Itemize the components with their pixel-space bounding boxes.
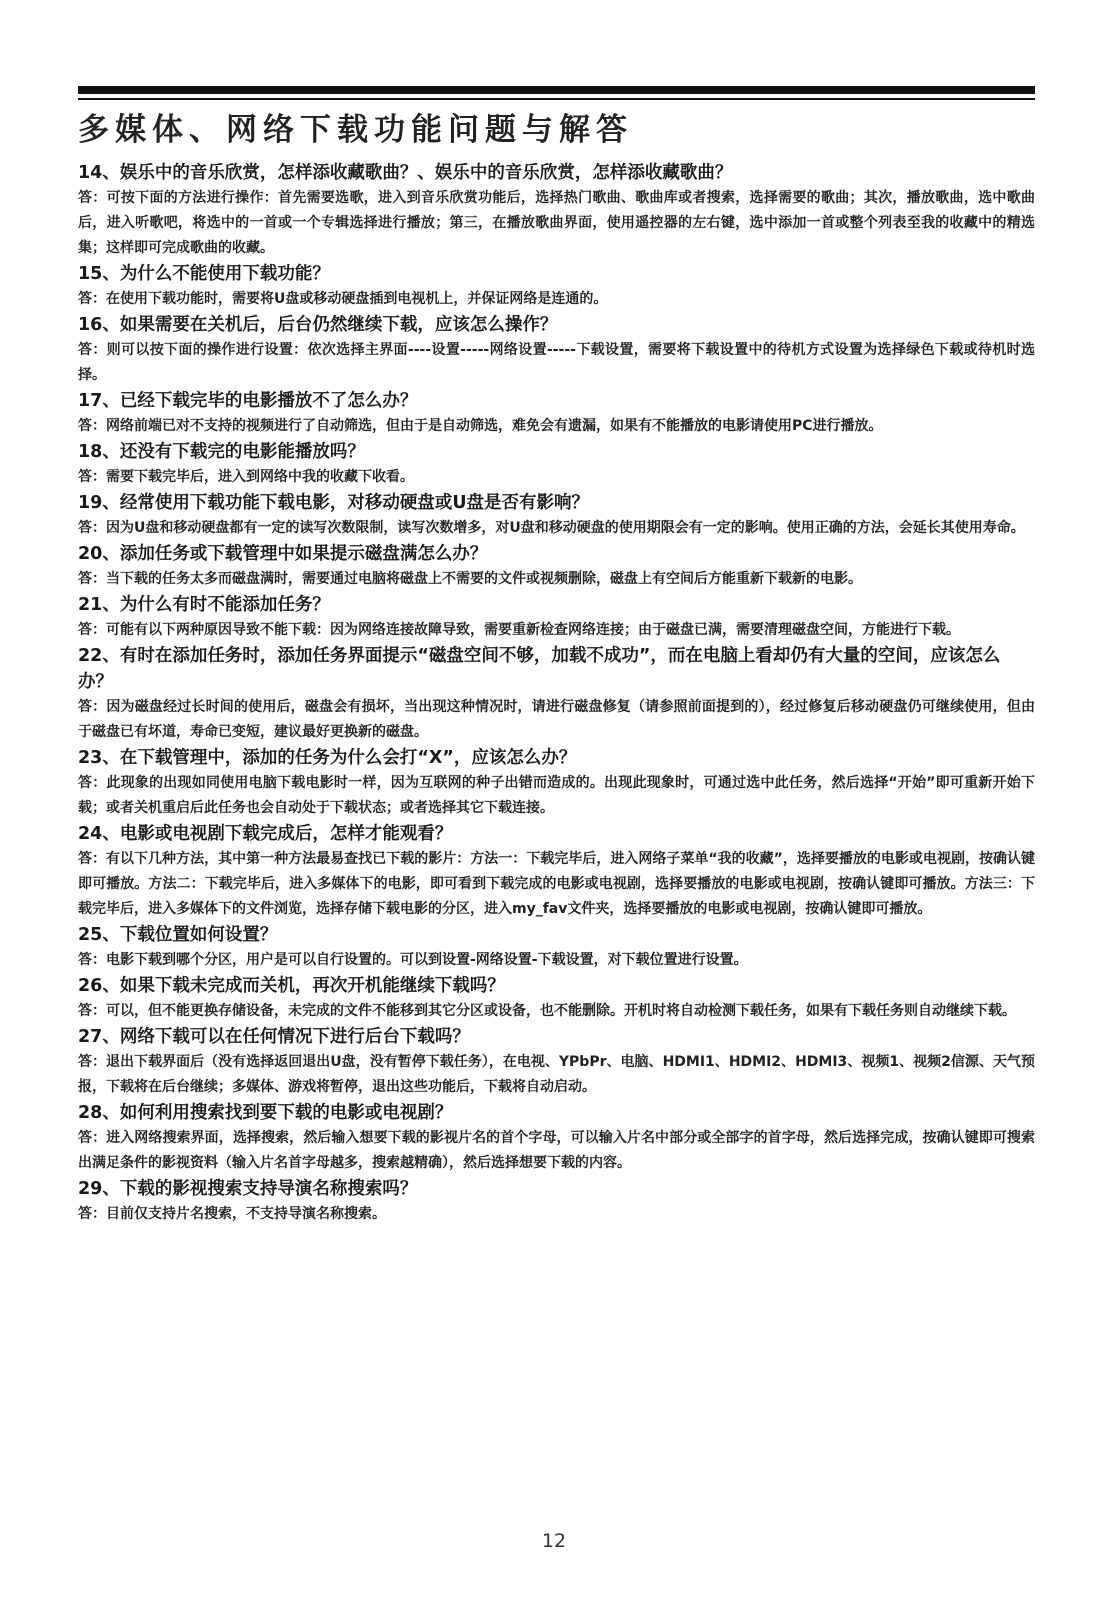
answer-28: 答：进入网络搜索界面，选择搜索，然后输入想要下载的影视片名的首个字母，可以输入片名中部分或全部字的首字母，然后选择完成，按确认键即可搜索出满足条件的影视资料（输入片名首字母越多，搜索越精确），然后选择想要下载的内容。 xyxy=(78,1130,1035,1171)
question-14: 14、娱乐中的音乐欣赏，怎样添收藏歌曲？、娱乐中的音乐欣赏，怎样添收藏歌曲？ xyxy=(78,163,733,183)
qa-item-22 xyxy=(78,643,1035,745)
answer-19: 答：因为U盘和移动硬盘都有一定的读写次数限制，读写次数增多，对U盘和移动硬盘的使用期限会有一定的影响。使用正确的方法，会延长其使用寿命。 xyxy=(78,520,1025,536)
answer-25: 答：电影下载到哪个分区，用户是可以自行设置的。可以到设置-网络设置-下载设置，对下载位置进行设置。 xyxy=(78,952,748,968)
question-27: 27、网络下载可以在任何情况下进行后台下载吗？ xyxy=(78,1027,470,1047)
qa-item-20 xyxy=(78,541,1035,592)
qa-item-25 xyxy=(78,922,1035,973)
answer-21: 答：可能有以下两种原因导致不能下载：因为网络连接故障导致，需要重新检查网络连接；由于磁盘已满，需要清理磁盘空间，方能进行下载。 xyxy=(78,622,960,638)
question-26: 26、如果下载未完成而关机，再次开机能继续下载吗？ xyxy=(78,976,505,996)
question-23: 23、在下载管理中，添加的任务为什么会打“X”，应该怎么办？ xyxy=(78,748,577,768)
qa-item-23 xyxy=(78,745,1035,821)
answer-18: 答：需要下载完毕后，进入到网络中我的收藏下收看。 xyxy=(78,469,414,485)
qa-item-16 xyxy=(78,312,1035,388)
page-number: 12 xyxy=(541,1530,567,1552)
qa-item-21 xyxy=(78,592,1035,643)
answer-20: 答：当下载的任务太多而磁盘满时，需要通过电脑将磁盘上不需要的文件或视频删除，磁盘上有空间后方能重新下载新的电影。 xyxy=(78,571,862,587)
question-28: 28、如何利用搜索找到要下载的电影或电视剧？ xyxy=(78,1103,453,1123)
qa-item-26 xyxy=(78,973,1035,1024)
answer-24: 答：有以下几种方法，其中第一种方法最易查找已下载的影片：方法一：下载完毕后，进入网络子菜单“我的收藏”，选择要播放的电影或电视剧，按确认键即可播放。方法二：下载完毕后，进入多媒体下的电影，即可看到下载完成的电影或电视剧，选择要播放的电影或电视剧，按确认键即可播放。方法三：下载完毕后，进入多媒体下的文件浏览，选择存储下载电影的分区，进入my_fav文件夹，选择要播放的电影或电视剧，按确认键即可播放。 xyxy=(78,851,1035,917)
answer-15: 答：在使用下载功能时，需要将U盘或移动硬盘插到电视机上，并保证网络是连通的。 xyxy=(78,291,608,307)
answer-17: 答：网络前端已对不支持的视频进行了自动筛选，但由于是自动筛选，难免会有遗漏，如果有不能播放的电影请使用PC进行播放。 xyxy=(78,418,883,434)
qa-item-19 xyxy=(78,490,1035,541)
question-15: 15、为什么不能使用下载功能？ xyxy=(78,264,330,284)
qa-item-24 xyxy=(78,821,1035,922)
qa-item-27 xyxy=(78,1024,1035,1100)
question-29: 29、下载的影视搜索支持导演名称搜索吗？ xyxy=(78,1179,418,1199)
answer-14: 答：可按下面的方法进行操作：首先需要选歌，进入到音乐欣赏功能后，选择热门歌曲、歌曲库或者搜索，选择需要的歌曲；其次，播放歌曲，选中歌曲后，进入听歌吧，将选中的一首或一个专辑选择进行播放；第三，在播放歌曲界面，使用遥控器的左右键，选中添加一首或整个列表至我的收藏中的精选集；这样即可完成歌曲的收藏。 xyxy=(78,190,1035,256)
qa-item-15 xyxy=(78,261,1035,312)
question-21: 21、为什么有时不能添加任务？ xyxy=(78,595,330,615)
qa-item-14 xyxy=(78,160,1035,261)
qa-item-18 xyxy=(78,439,1035,490)
header-rule-thin xyxy=(78,98,1035,100)
answer-16: 答：则可以按下面的操作进行设置：依次选择主界面----设置-----网络设置-----下载设置，需要将下载设置中的待机方式设置为选择绿色下载或待机时选择。 xyxy=(78,342,1035,383)
header-rule-thick xyxy=(78,86,1035,94)
question-16: 16、如果需要在关机后，后台仍然继续下载，应该怎么操作？ xyxy=(78,315,558,335)
answer-26: 答：可以，但不能更换存储设备，未完成的文件不能移到其它分区或设备，也不能删除。开机时将自动检测下载任务，如果有下载任务则自动继续下载。 xyxy=(78,1003,1016,1019)
question-20: 20、添加任务或下载管理中如果提示磁盘满怎么办？ xyxy=(78,544,488,564)
answer-23: 答：此现象的出现如同使用电脑下载电影时一样，因为互联网的种子出错而造成的。出现此现象时，可通过选中此任务，然后选择“开始”即可重新开始下载；或者关机重启后此任务也会自动处于下载状态；或者选择其它下载连接。 xyxy=(78,775,1035,816)
qa-list xyxy=(78,160,1035,1227)
answer-29: 答：目前仅支持片名搜索，不支持导演名称搜索。 xyxy=(78,1206,386,1222)
question-24: 24、电影或电视剧下载完成后，怎样才能观看？ xyxy=(78,824,453,844)
question-17: 17、已经下载完毕的电影播放不了怎么办？ xyxy=(78,391,418,411)
answer-27: 答：退出下载界面后（没有选择返回退出U盘，没有暂停下载任务），在电视、YPbPr、电脑、HDMI1、HDMI2、HDMI3、视频1、视频2信源、天气预报，下载将在后台继续；多媒体、游戏将暂停，退出这些功能后，下载将自动启动。 xyxy=(78,1054,1035,1095)
qa-item-28 xyxy=(78,1100,1035,1176)
page-title: 多媒体、网络下载功能问题与解答 xyxy=(78,112,633,148)
question-25: 25、下载位置如何设置？ xyxy=(78,925,278,945)
question-19: 19、经常使用下载功能下载电影，对移动硬盘或U盘是否有影响？ xyxy=(78,493,590,513)
qa-item-29 xyxy=(78,1176,1035,1227)
question-18: 18、还没有下载完的电影能播放吗？ xyxy=(78,442,365,462)
question-22: 22、有时在添加任务时，添加任务界面提示“磁盘空间不够，加载不成功”，而在电脑上看却仍有大量的空间，应该怎么办？ xyxy=(78,646,1001,692)
answer-22: 答：因为磁盘经过长时间的使用后，磁盘会有损坏，当出现这种情况时，请进行磁盘修复（请参照前面提到的），经过修复后移动硬盘仍可继续使用，但由于磁盘已有坏道，寿命已变短，建议最好更换新的磁盘。 xyxy=(78,699,1035,740)
qa-item-17 xyxy=(78,388,1035,439)
